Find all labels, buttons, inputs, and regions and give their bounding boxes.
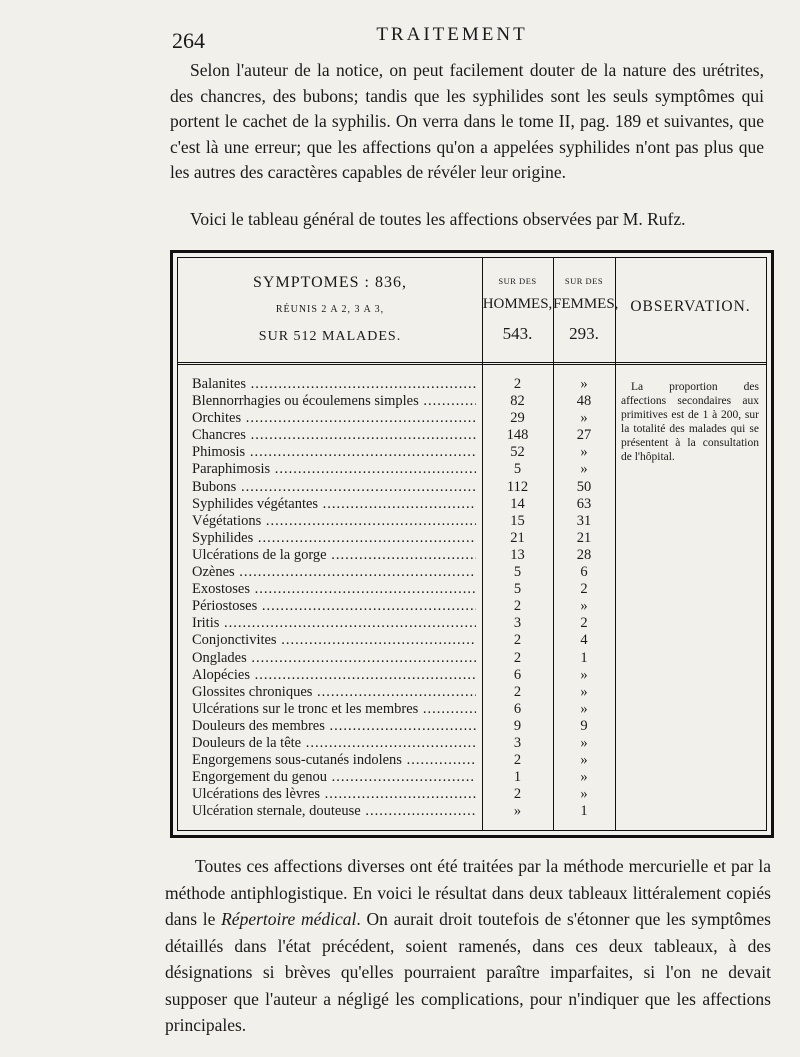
- women-count: »: [580, 461, 588, 478]
- women-count: 2: [580, 615, 588, 632]
- men-label: HOMMES,: [482, 296, 553, 312]
- men-count: 5: [513, 564, 522, 581]
- women-count: 31: [576, 512, 592, 529]
- symptom-label: Périostoses .....: [192, 598, 476, 615]
- women-count: 6: [580, 564, 588, 581]
- women-count: 63: [576, 495, 592, 512]
- men-prefix: SUR DES: [498, 276, 537, 286]
- men-header: [482, 258, 553, 362]
- men-count: 29: [510, 410, 525, 427]
- symptom-label: Douleurs des membres .....: [192, 718, 476, 735]
- table-row: [178, 684, 615, 701]
- paragraph-conclusion: [165, 853, 771, 1039]
- paragraph-intro: Selon l'auteur de la notice, on peut facilement douter de la nature des urétrites, des chancres, des bubons; tandis que les syphilides sont les seuls symptômes qui portent le cachet de la syphilis. On verra dans le tome II, pag. 189 et suivantes, que c'est là une erreur; que les affections qu'on a appelées syphilides n'ont pas plus que les autres des caractères capables de révéler leur origine.: [170, 60, 764, 182]
- women-count: 21: [576, 529, 592, 546]
- women-header: [553, 258, 619, 362]
- men-total: 543.: [502, 324, 533, 343]
- men-count: 2: [513, 683, 522, 700]
- men-count: »: [513, 803, 522, 820]
- symptom-label: Balanites .....: [192, 376, 476, 393]
- women-count: »: [580, 786, 588, 803]
- table-row: [178, 393, 615, 410]
- women-count: »: [580, 666, 588, 683]
- table-row: [178, 530, 615, 547]
- symptoms-subtitle: RÉUNIS 2 A 2, 3 A 3,: [275, 304, 385, 315]
- symptom-label: Onglades .....: [192, 650, 476, 667]
- running-title: TRAITEMENT: [376, 24, 528, 45]
- table-row: [178, 752, 615, 769]
- women-count: »: [580, 752, 588, 769]
- table-row: [178, 632, 615, 649]
- page-header: [172, 22, 732, 52]
- header-rule: [178, 362, 766, 365]
- symptom-label: Orchites .....: [192, 410, 476, 427]
- women-count: 50: [576, 478, 592, 495]
- women-count: »: [580, 683, 588, 700]
- symptom-label: Alopécies .....: [192, 667, 476, 684]
- repertoire-title: Répertoire médical: [221, 909, 357, 929]
- women-prefix: SUR DES: [564, 276, 604, 286]
- men-count: 2: [513, 632, 522, 649]
- men-count: 2: [513, 376, 522, 392]
- women-count: 27: [576, 427, 592, 444]
- men-count: 2: [513, 786, 522, 803]
- symptom-label: Glossites chroniques .....: [192, 684, 476, 701]
- symptom-label: Chancres .....: [192, 427, 476, 444]
- men-count: 3: [513, 734, 522, 751]
- men-count: 21: [510, 529, 525, 546]
- table-row: [178, 769, 615, 786]
- table-row: [178, 547, 615, 564]
- page-number: 264: [172, 28, 205, 53]
- women-count: 1: [580, 649, 588, 666]
- men-count: 1: [513, 769, 522, 786]
- table-row: [178, 410, 615, 427]
- observation-header: [615, 258, 766, 362]
- symptom-label: Bubons .....: [192, 479, 476, 496]
- men-count: 5: [513, 461, 522, 478]
- symptom-label: Ulcérations sur le tronc et les membres .....: [192, 701, 476, 718]
- table-row: [178, 803, 615, 820]
- table-row: [178, 461, 615, 478]
- symptom-label: Engorgement du genou .....: [192, 769, 476, 786]
- table-row: [178, 598, 615, 615]
- symptom-label: Paraphimosis .....: [192, 461, 476, 478]
- women-label: FEMMES,: [553, 296, 619, 312]
- table-row: [178, 615, 615, 632]
- table-row: [178, 701, 615, 718]
- women-count: »: [580, 444, 588, 461]
- men-count: 15: [510, 512, 525, 529]
- symptom-label: Blennorrhagies ou écoulemens simples .....: [192, 393, 476, 410]
- symptoms-header: [178, 258, 482, 362]
- women-count: 4: [580, 632, 588, 649]
- symptom-label: Ulcérations de la gorge .....: [192, 547, 476, 564]
- table-inner-border: [177, 257, 767, 831]
- table-row: [178, 667, 615, 684]
- symptom-label: Douleurs de la tête .....: [192, 735, 476, 752]
- men-count: 6: [513, 700, 522, 717]
- symptoms-subtitle-patients: SUR 512 MALADES.: [258, 329, 402, 344]
- table-body: [178, 376, 615, 820]
- women-count: 2: [580, 581, 588, 598]
- men-count: 5: [513, 581, 522, 598]
- table-row: [178, 496, 615, 513]
- men-count: 82: [510, 393, 525, 410]
- symptom-label: Syphilides .....: [192, 530, 476, 547]
- men-count: 13: [510, 546, 525, 563]
- women-count: 9: [580, 717, 588, 734]
- men-count: 2: [513, 752, 522, 769]
- women-count: »: [580, 700, 588, 717]
- men-count: 14: [510, 495, 525, 512]
- symptom-label: Ozènes .....: [192, 564, 476, 581]
- observation-text: La proportion des affections secondaires aux primitives est de 1 à 200, sur la totalité des malades qui se présentent à la consultation de l'hôpital.: [621, 381, 759, 463]
- men-count: 2: [513, 649, 522, 666]
- table-row: [178, 564, 615, 581]
- men-count: 148: [506, 427, 529, 444]
- women-count: 28: [576, 546, 592, 563]
- symptom-label: Ulcération sternale, douteuse .....: [192, 803, 476, 820]
- men-count: 9: [513, 717, 522, 734]
- symptom-label: Végétations .....: [192, 513, 476, 530]
- paragraph-conclusion-end: . On aurait droit toutefois de s'étonner que les symptômes détaillés dans l'état précédent, soient ramenés, dans ces deux tableaux, à des désignations si brèves qu'elles pourraient paraître imparfaites, si l'on ne devait supposer que l'auteur a négligé les complications, pour n'indiquer que les affections principales.: [165, 909, 771, 1035]
- symptom-label: Engorgemens sous-cutanés indolens .....: [192, 752, 476, 769]
- symptom-label: Ulcérations des lèvres .....: [192, 786, 476, 803]
- men-count: 2: [513, 598, 522, 615]
- symptom-label: Syphilides végétantes .....: [192, 496, 476, 513]
- table-row: [178, 650, 615, 667]
- table-row: [178, 735, 615, 752]
- women-count: »: [580, 734, 588, 751]
- symptom-label: Conjonctivites .....: [192, 632, 476, 649]
- observation-label: OBSERVATION.: [630, 298, 751, 315]
- symptom-label: Iritis .....: [192, 615, 476, 632]
- symptoms-title: SYMPTOMES : 836,: [253, 274, 407, 291]
- symptom-label: Phimosis .....: [192, 444, 476, 461]
- women-count: 1: [580, 803, 588, 820]
- women-total: 293.: [569, 324, 599, 343]
- women-count: »: [580, 376, 588, 392]
- women-count: »: [580, 410, 588, 427]
- table-row: [178, 444, 615, 461]
- men-count: 6: [513, 666, 522, 683]
- table-row: [178, 513, 615, 530]
- men-count: 3: [513, 615, 522, 632]
- table-row: [178, 376, 615, 393]
- women-count: 48: [576, 393, 592, 410]
- table-row: [178, 427, 615, 444]
- table-row: [178, 786, 615, 803]
- table-row: [178, 479, 615, 496]
- table-row: [178, 581, 615, 598]
- paragraph-table-intro: Voici le tableau général de toutes les affections observées par M. Rufz.: [190, 209, 686, 229]
- symptom-label: Exostoses .....: [192, 581, 476, 598]
- symptoms-table: [170, 250, 774, 838]
- men-count: 52: [510, 444, 525, 461]
- table-row: [178, 718, 615, 735]
- women-count: »: [580, 598, 588, 615]
- women-count: »: [580, 769, 588, 786]
- paragraph-conclusion-start: Toutes ces affections diverses ont été traitées par la méthode mercurielle et par la méthode antiphlogistique. En voici le résultat dans deux tableaux littéralement copiés dans le: [165, 856, 771, 929]
- men-count: 112: [506, 478, 529, 495]
